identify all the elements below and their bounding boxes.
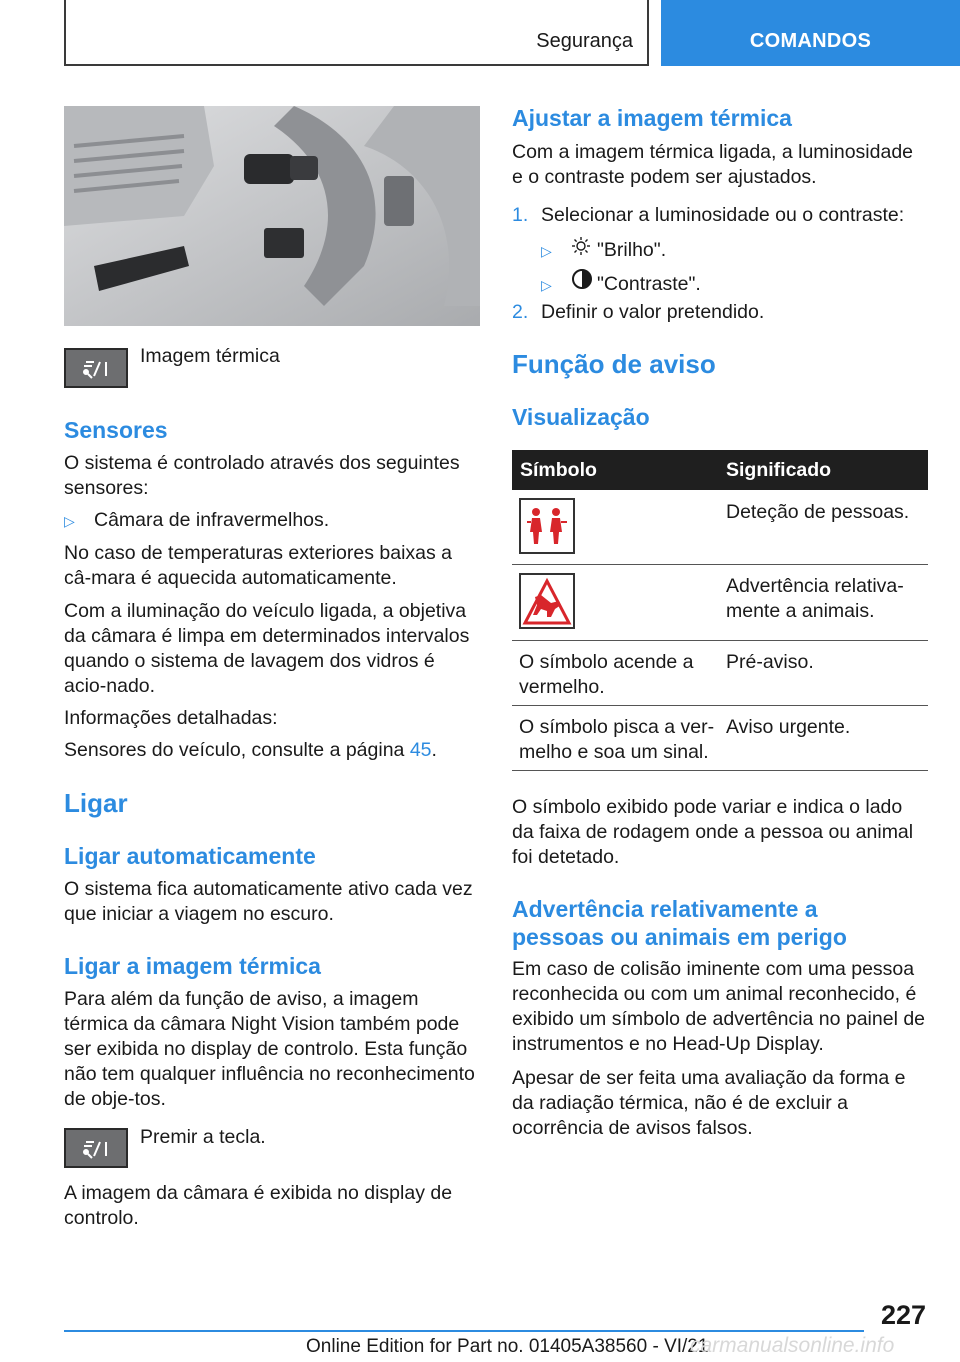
sensores-p4 [64, 738, 480, 763]
ligar-result-text: A imagem da câmara é exibida no display de controlo. [64, 1182, 453, 1229]
table-header [512, 450, 928, 490]
page-number: 227 [880, 1300, 926, 1330]
symbol-table [512, 450, 928, 771]
footer-divider [64, 1330, 864, 1332]
table-col-symbol: Símbolo [520, 459, 597, 481]
advertencia-heading: Advertência relativamente a pessoas ou animais em perigo [512, 896, 847, 950]
table-row [512, 706, 928, 771]
sensores-bullet-text: Câmara de infravermelhos. [94, 509, 330, 531]
ligar-auto-text: O sistema fica automaticamente ativo cada vez que iniciar a viagem no escuro. [64, 878, 473, 925]
sensores-p2: Com a iluminação do veículo ligada, a objetiva da câmara é limpa em determinados intervalos quando o sistema de lavagem dos vidros é acio-nado. [64, 600, 470, 697]
step-1 [512, 203, 928, 228]
advertencia-p2: Apesar de ser feita uma avaliação da forma e da radiação térmica, não é de excluir a ocorrência de avisos falsos. [512, 1067, 906, 1139]
bullet-triangle-icon: ▷ [64, 513, 75, 529]
step-1-text: Selecionar a luminosidade ou o contraste: [541, 204, 905, 226]
press-key-text: Premir a tecla. [140, 1126, 266, 1148]
ligar-heading: Ligar [64, 788, 128, 818]
page-reference-link[interactable]: 45 [409, 739, 432, 761]
brightness-icon [571, 236, 597, 263]
table-cell-meaning: Deteção de pessoas. [726, 501, 910, 523]
table-cell-symbol: O símbolo acende a vermelho. [519, 651, 694, 698]
header-chapter-label: COMANDOS [749, 30, 872, 52]
bullet-triangle-icon: ▷ [541, 277, 552, 293]
step-2 [512, 300, 928, 325]
table-cell-meaning: Pré-aviso. [726, 651, 814, 673]
option-contraste-text: "Contraste". [597, 273, 701, 295]
animal-warning-icon [519, 573, 575, 629]
option-brilho [541, 236, 666, 264]
ajustar-heading: Ajustar a imagem térmica [512, 105, 792, 131]
night-vision-button-icon [64, 348, 128, 388]
sensores-p1: No caso de temperaturas exteriores baixas a câ-mara é aquecida automaticamente. [64, 542, 453, 589]
sensores-p4-text: Sensores do veículo, consulte a página [64, 739, 410, 761]
bullet-triangle-icon: ▷ [541, 243, 552, 259]
ligar-imagem-text: Para além da função de aviso, a imagem térmica da câmara Night Vision também pode ser exibida no display de controlo. Esta função não tem qualquer influência no reconhecimento de obje-tos. [64, 988, 475, 1110]
table-row [512, 490, 928, 565]
watermark: carmanualsonline.info [690, 1334, 895, 1357]
table-cell-meaning: Advertência relativa-mente a animais. [726, 575, 904, 622]
header-section-box [64, 0, 649, 66]
ligar-auto-heading: Ligar automaticamente [64, 843, 316, 869]
sensores-intro: O sistema é controlado através dos seguintes sensores: [64, 452, 460, 499]
dashboard-photo [64, 106, 480, 326]
image-caption: Imagem térmica [140, 345, 280, 367]
footer-edition: Online Edition for Part no. 01405A38560 - VI/21 [306, 1336, 709, 1357]
ligar-imagem-heading: Ligar a imagem térmica [64, 953, 321, 979]
table-row [512, 565, 928, 641]
aviso-heading: Função de aviso [512, 349, 716, 379]
visualizacao-heading: Visualização [512, 404, 650, 430]
table-col-meaning: Significado [726, 459, 832, 481]
contrast-icon [571, 268, 597, 297]
dashboard-illustration [64, 106, 480, 326]
sensores-heading: Sensores [64, 417, 168, 443]
night-vision-button-icon [64, 1128, 128, 1168]
pedestrian-warning-icon [519, 498, 575, 554]
option-brilho-text: "Brilho". [597, 239, 667, 261]
table-row [512, 641, 928, 706]
header-section-label: Segurança [536, 30, 633, 52]
after-table-text: O símbolo exibido pode variar e indica o lado da faixa de rodagem onde a pessoa ou animal foi detetado. [512, 796, 914, 868]
step-1-number: 1. [512, 204, 529, 226]
advertencia-p1: Em caso de colisão iminente com uma pessoa reconhecida ou com um animal reconhecido, é exibido um símbolo de advertência no painel de instrumentos e no Head-Up Display. [512, 958, 926, 1055]
step-2-number: 2. [512, 301, 529, 323]
sensores-p4-end: . [431, 739, 437, 761]
sensores-p3: Informações detalhadas: [64, 707, 278, 729]
option-contraste [541, 268, 701, 298]
table-cell-symbol: O símbolo pisca a ver-melho e soa um sinal. [519, 716, 715, 763]
step-2-text: Definir o valor pretendido. [541, 301, 765, 323]
sensores-bullet [64, 508, 480, 534]
table-cell-meaning: Aviso urgente. [726, 716, 851, 738]
ajustar-text: Com a imagem térmica ligada, a luminosidade e o contraste podem ser ajustados. [512, 141, 914, 188]
header-chapter-tab[interactable] [661, 0, 960, 66]
